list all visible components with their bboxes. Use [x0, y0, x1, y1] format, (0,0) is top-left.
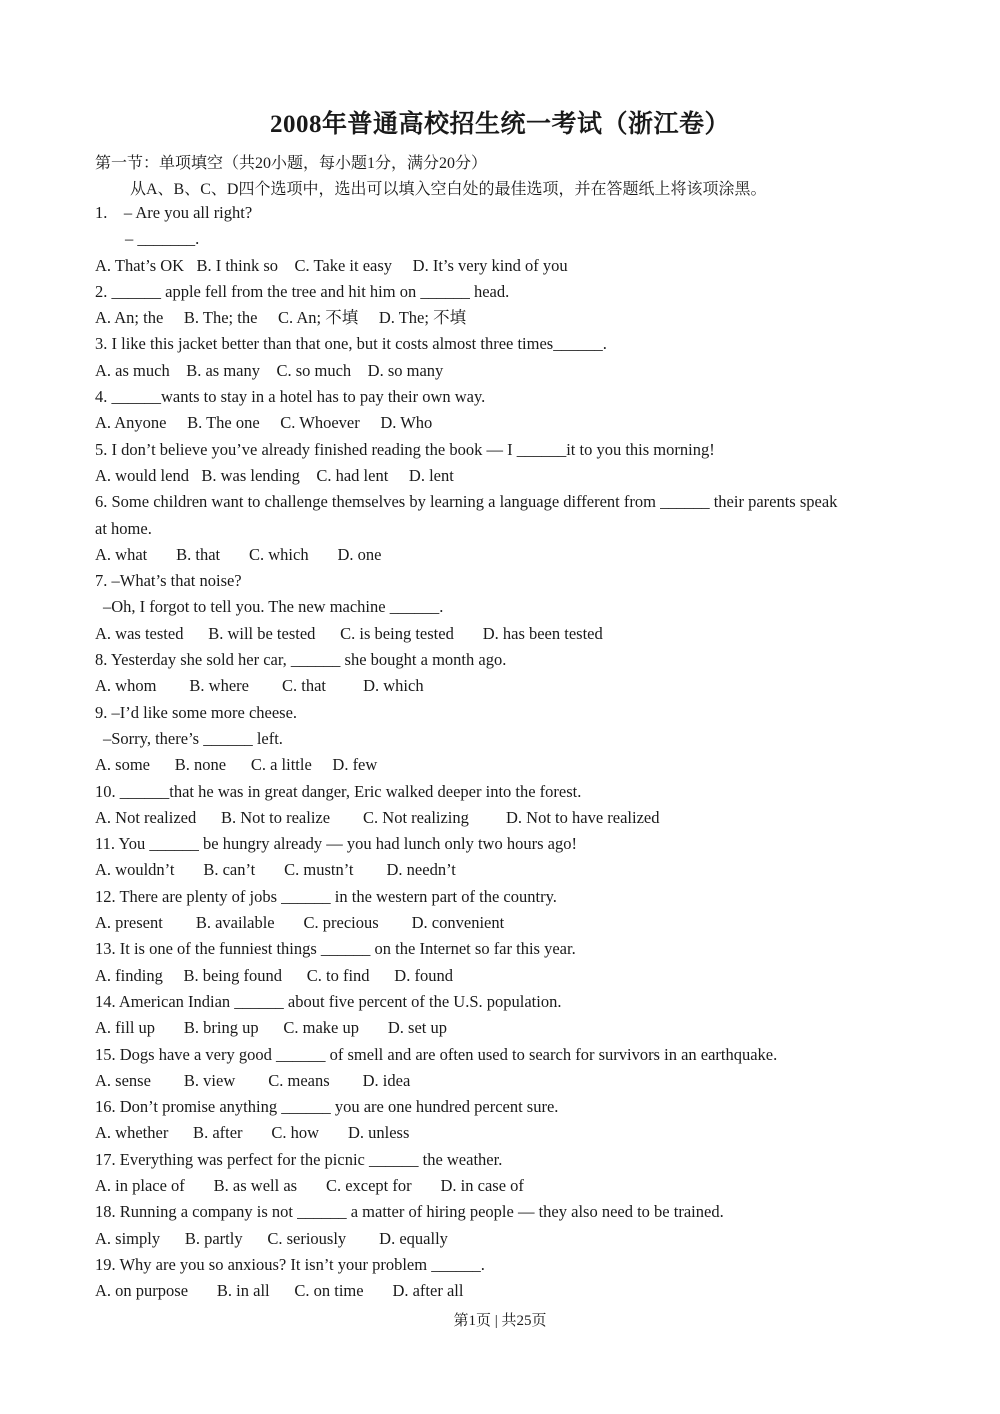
- question-line: A. fill up B. bring up C. make up D. set up: [95, 1018, 447, 1038]
- question-line: A. simply B. partly C. seriously D. equally: [95, 1228, 448, 1248]
- question-line: A. Anyone B. The one C. Whoever D. Who: [95, 413, 433, 433]
- question-line: 14. American Indian ______ about five percent of the U.S. population.: [95, 991, 562, 1011]
- question-line: A. finding B. being found C. to find D. found: [95, 965, 453, 985]
- question-list: [95, 200, 910, 1304]
- question-line: at home.: [95, 518, 152, 538]
- question-line: –Sorry, there’s ______ left.: [103, 728, 283, 748]
- exam-title: 2008年普通高校招生统一考试（浙江卷）: [269, 111, 730, 138]
- question-line: 2. ______ apple fell from the tree and hit him on ______ head.: [95, 281, 510, 301]
- section-heading: 第一节：单项填空（共20小题，每小题1分，满分20分）: [95, 155, 488, 172]
- question-line: 10. ______that he was in great danger, Eric walked deeper into the forest.: [95, 781, 582, 801]
- question-line: 4. ______wants to stay in a hotel has to pay their own way.: [95, 387, 486, 407]
- page-footer: 第1页 | 共25页: [453, 1313, 547, 1329]
- question-line: A. whom B. where C. that D. which: [95, 676, 424, 696]
- question-line: A. as much B. as many C. so much D. so many: [95, 360, 444, 380]
- question-line: 9. –I’d like some more cheese.: [95, 702, 298, 722]
- question-line: A. in place of B. as well as C. except for D. in case of: [95, 1175, 524, 1195]
- question-line: A. some B. none C. a little D. few: [95, 755, 378, 775]
- question-line: 11. You ______ be hungry already — you had lunch only two hours ago!: [95, 834, 577, 854]
- question-line: A. wouldn’t B. can’t C. mustn’t D. needn’t: [95, 860, 456, 880]
- question-line: 19. Why are you so anxious? It isn’t your problem ______.: [95, 1254, 485, 1274]
- question-line: A. was tested B. will be tested C. is being tested D. has been tested: [95, 623, 603, 643]
- question-line: 8. Yesterday she sold her car, ______ she bought a month ago.: [95, 650, 507, 670]
- question-line: 1. – Are you all right?: [95, 203, 253, 222]
- question-line: 3. I like this jacket better than that one, but it costs almost three times______.: [95, 334, 607, 354]
- question-line: – _______.: [125, 229, 200, 249]
- question-line: A. An; the B. The; the C. An; 不填 D. The; 不填: [95, 308, 467, 328]
- question-line: 17. Everything was perfect for the picnic ______ the weather.: [95, 1149, 503, 1169]
- question-line: A. That’s OK B. I think so C. Take it easy D. It’s very kind of you: [95, 255, 568, 275]
- question-line: 13. It is one of the funniest things ______ on the Internet so far this year.: [95, 939, 576, 959]
- question-line: A. present B. available C. precious D. convenient: [95, 913, 505, 933]
- question-line: A. sense B. view C. means D. idea: [95, 1070, 411, 1090]
- question-line: 12. There are plenty of jobs ______ in the western part of the country.: [95, 886, 557, 906]
- question-line: 15. Dogs have a very good ______ of smell and are often used to search for survivors in an earthquake.: [95, 1044, 778, 1064]
- question-line: A. would lend B. was lending C. had lent D. lent: [95, 465, 454, 485]
- question-line: 5. I don’t believe you’ve already finished reading the book — I ______it to you this morning!: [95, 439, 715, 459]
- question-line: –Oh, I forgot to tell you. The new machine ______.: [103, 597, 444, 617]
- instruction-text: 从A、B、C、D四个选项中，选出可以填入空白处的最佳选项，并在答题纸上将该项涂黑。: [130, 181, 767, 198]
- question-line: 18. Running a company is not ______ a matter of hiring people — they also need to be trained.: [95, 1202, 724, 1222]
- question-line: 16. Don’t promise anything ______ you are one hundred percent sure.: [95, 1097, 559, 1117]
- question-line: 6. Some children want to challenge themselves by learning a language different from ______ their parents speak: [95, 492, 838, 512]
- question-line: A. Not realized B. Not to realize C. Not realizing D. Not to have realized: [95, 807, 660, 827]
- question-line: 7. –What’s that noise?: [95, 571, 242, 591]
- question-line: A. whether B. after C. how D. unless: [95, 1123, 410, 1143]
- question-line: A. on purpose B. in all C. on time D. after all: [95, 1281, 464, 1301]
- question-line: A. what B. that C. which D. one: [95, 544, 382, 564]
